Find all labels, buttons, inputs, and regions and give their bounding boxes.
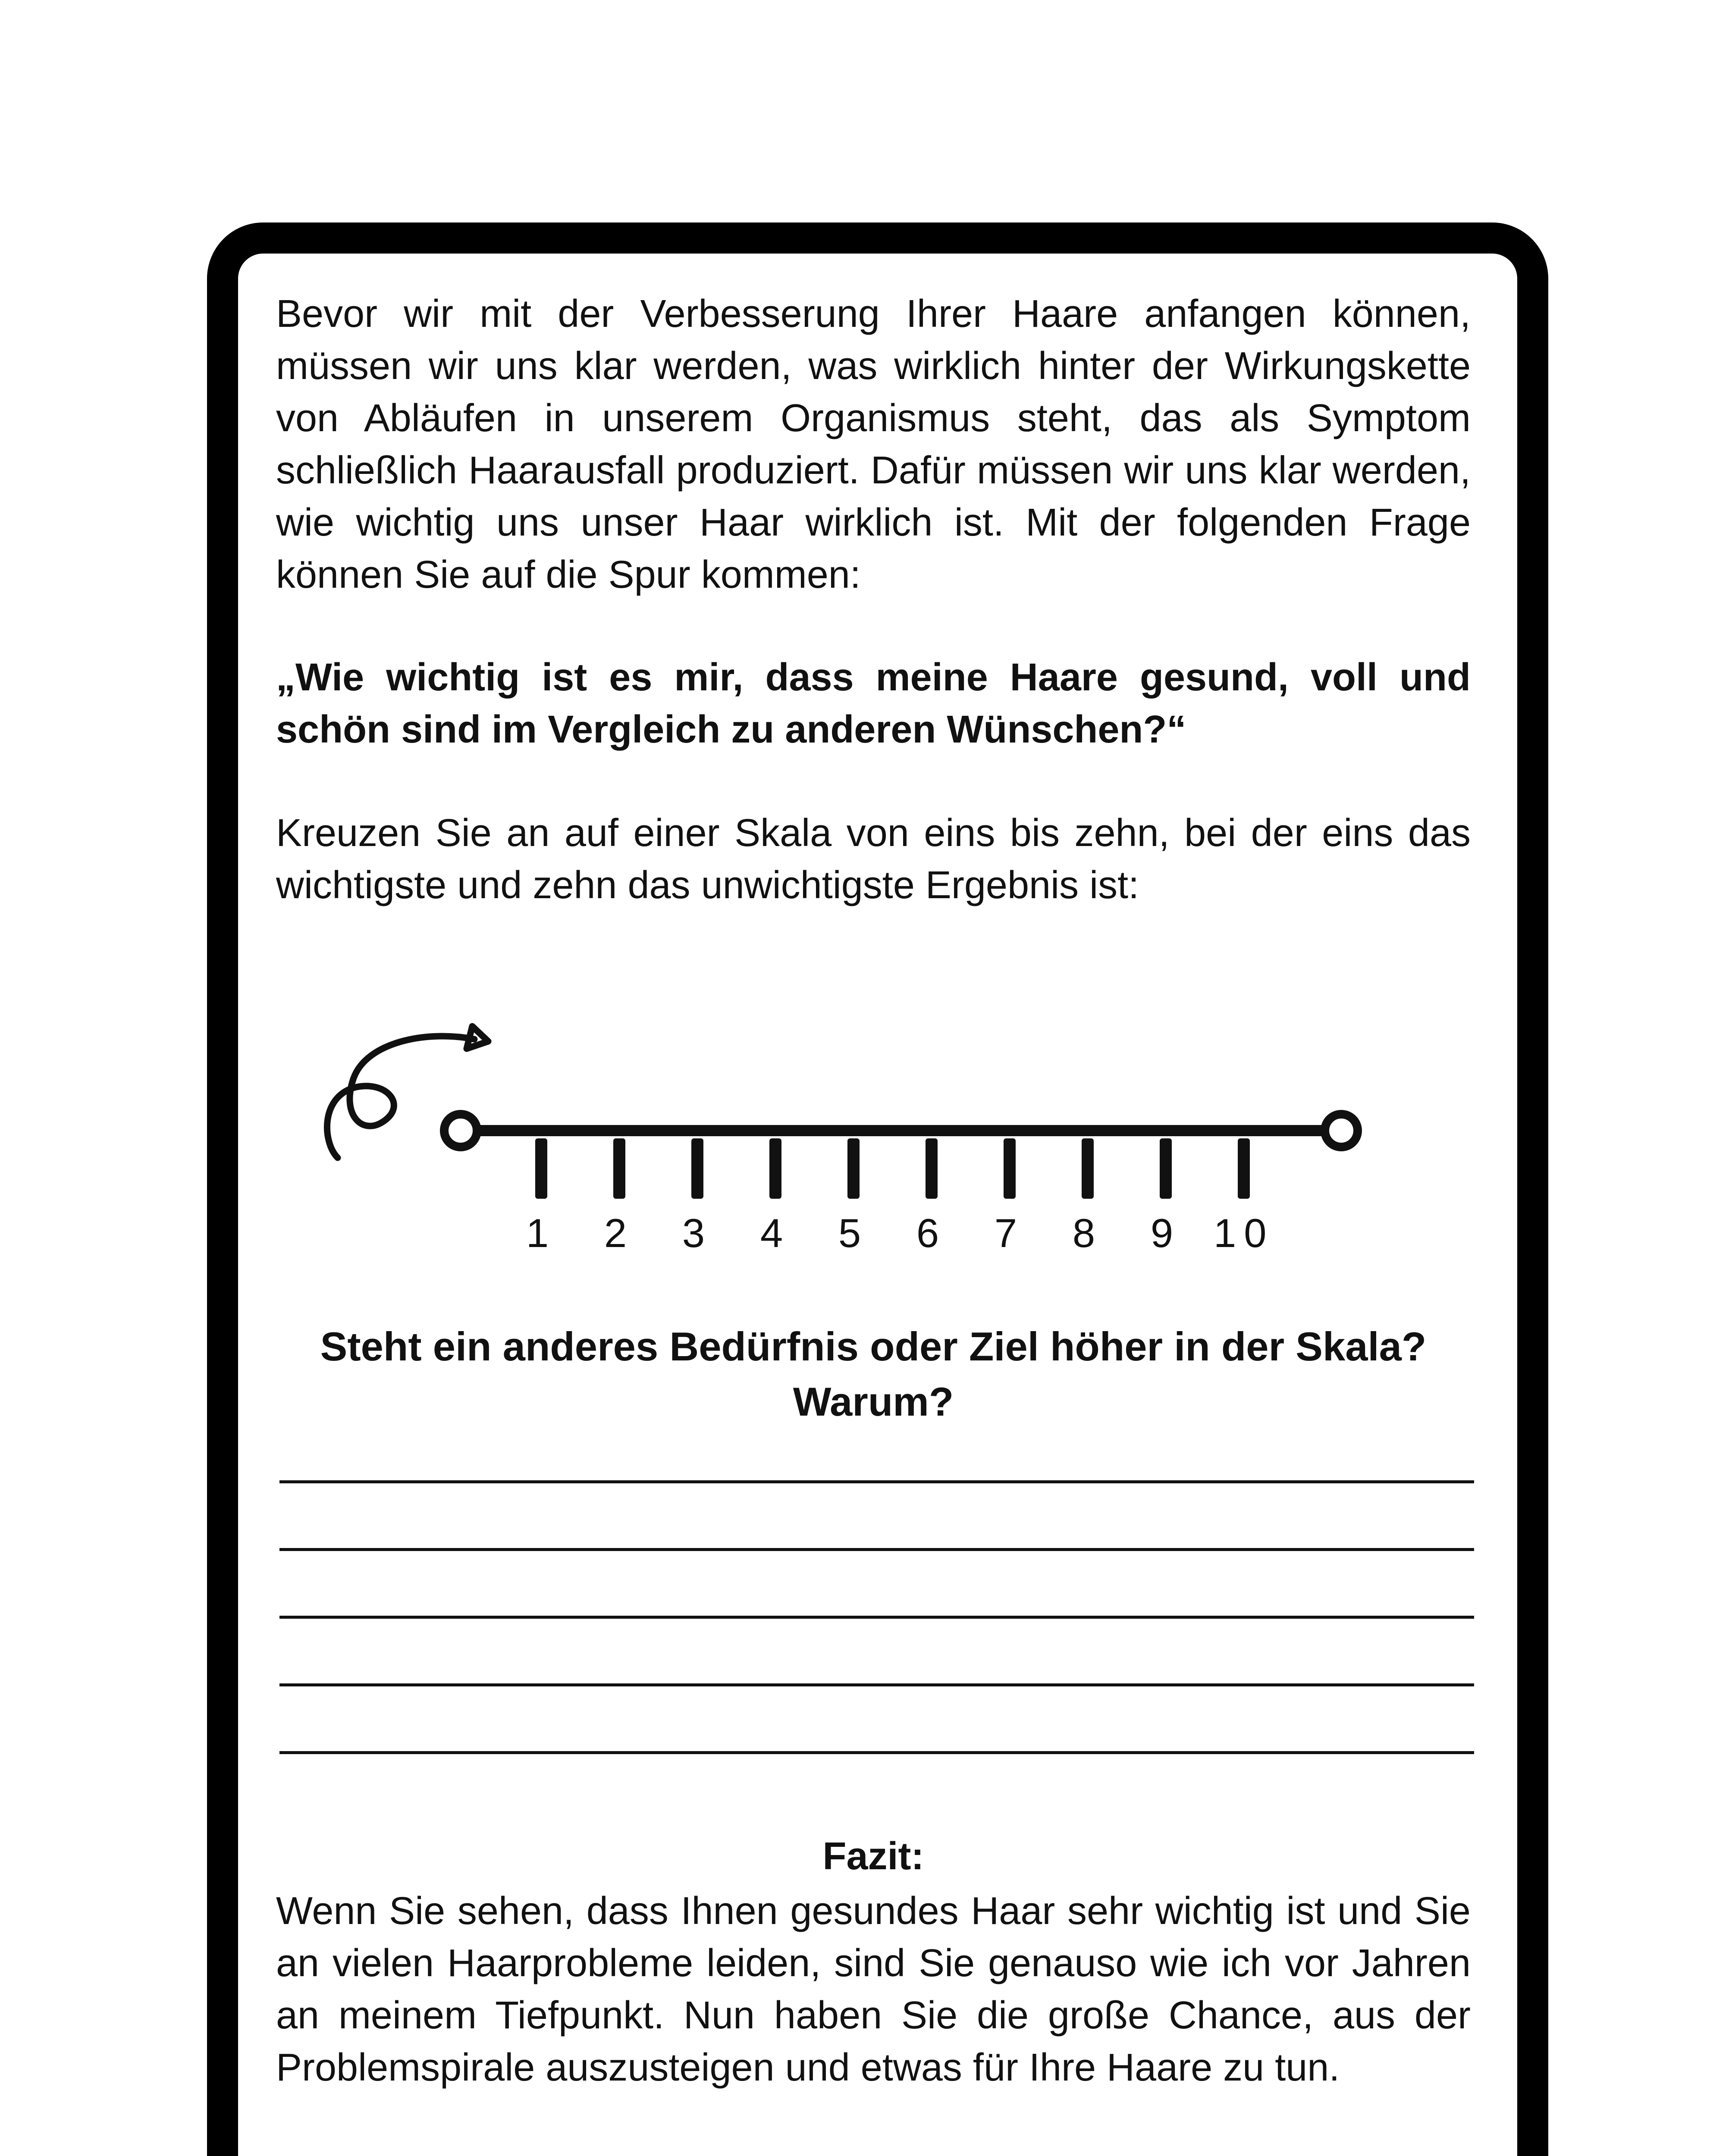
answer-line[interactable] [279,1548,1474,1551]
follow-up-prompt: Steht ein anderes Bedürfnis oder Ziel höher in der Skala? Warum? [320,1324,1427,1424]
instruction-paragraph: Kreuzen Sie an auf einer Skala von eins bis zehn, bei der eins das wichtigste und zehn das unwichtigste Ergebnis ist: [276,812,1471,907]
scale-label-6: 6 [916,1210,947,1256]
answer-line[interactable] [279,1616,1474,1619]
scale-tick-3 [691,1138,703,1199]
scale-tick-1 [535,1138,547,1199]
answer-line[interactable] [279,1480,1474,1483]
scale-tick-5 [847,1138,860,1199]
scale-ticks [535,1138,1250,1199]
scale-tick-6 [926,1138,938,1199]
scale-end-marker [1325,1114,1358,1147]
key-question: „Wie wichtig ist es mir, dass meine Haare gesund, voll und schön sind im Vergleich zu anderen Wünschen?“ [276,656,1471,751]
scale-tick-9 [1160,1138,1172,1199]
answer-line[interactable] [279,1683,1474,1686]
scale-start-marker [444,1114,477,1147]
scale-tick-7 [1004,1138,1016,1199]
scale-label-5: 5 [838,1210,869,1256]
scale-label-4: 4 [760,1210,791,1256]
intro-paragraph: Bevor wir mit der Verbesserung Ihrer Haare anfangen können, müssen wir uns klar werden, was wirklich hinter der Wirkungskette von Abläufen in unserem Organismus steht, das als Symptom schließlich Haarausfall produziert. Dafür müssen wir uns klar werden, wie wichtig uns unser Haar wirklich ist. Mit der folgenden Frage können Sie auf die Spur kommen: [276,292,1471,596]
scale-tick-8 [1082,1138,1094,1199]
scale-tick-10 [1238,1138,1250,1199]
scale-label-2: 2 [604,1210,635,1256]
conclusion-heading: Fazit: [822,1835,924,1878]
scale-label-8: 8 [1072,1210,1103,1256]
conclusion-paragraph: Wenn Sie sehen, dass Ihnen gesundes Haar sehr wichtig ist und Sie an vielen Haarprobleme leiden, sind Sie genauso wie ich vor Jahren an meinem Tiefpunkt. Nun haben Sie die große Chance, aus der Problemspirale auszusteigen und etwas für Ihre Haare zu tun. [276,1890,1471,2089]
scale-label-10: 10 [1214,1210,1274,1256]
scale-label-1: 1 [526,1210,557,1256]
scale-tick-2 [613,1138,625,1199]
scale-label-7: 7 [994,1210,1025,1256]
scale-tick-4 [769,1138,781,1199]
scale-label-3: 3 [682,1210,713,1256]
scale-label-9: 9 [1150,1210,1181,1256]
answer-line[interactable] [279,1751,1474,1754]
